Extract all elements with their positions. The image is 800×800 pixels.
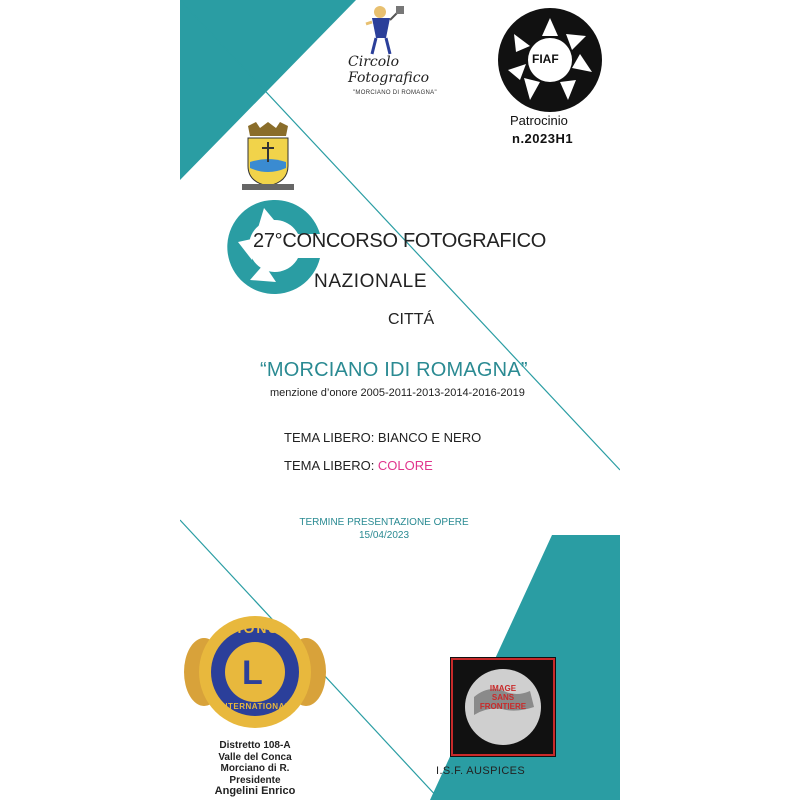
fiaf-number: n.2023H1 <box>512 131 574 146</box>
deadline-date: 15/04/2023 <box>358 530 410 541</box>
theme-color-accent: COLORE <box>377 458 433 473</box>
club-name: Circolo Fotografico <box>348 54 430 86</box>
lions-district-info: Distretto 108-A Valle del Conca Morciano di R. Presidente <box>218 740 292 786</box>
isf-auspices-label: I.S.F. AUSPICES <box>436 765 526 777</box>
title-line-2: NAZIONALE <box>314 271 428 292</box>
theme-black-white: TEMA LIBERO: BIANCO E NERO <box>284 430 482 445</box>
theme-color-prefix: TEMA LIBERO: <box>284 458 378 473</box>
city-name: “MORCIANO IDI ROMAGNA” <box>260 359 528 381</box>
isf-logo-text: IMAGE SANS FRONTIERE <box>479 684 527 711</box>
contest-poster <box>180 0 620 800</box>
honors-text: menzione d’onore 2005-2011-2013-2014-2016-2019 <box>270 387 525 399</box>
fiaf-logo-text: FIAF <box>532 52 559 66</box>
title-line-3: CITTÁ <box>388 311 435 328</box>
title-line-1: 27°CONCORSO FOTOGRAFICO <box>253 230 546 252</box>
lions-president-name: Angelini Enrico <box>214 785 296 797</box>
teal-triangle-bottom <box>552 535 620 800</box>
lions-logo-letter: L <box>242 654 263 692</box>
deadline-label: TERMINE PRESENTAZIONE OPERE <box>299 517 469 528</box>
coat-of-arms-icon <box>238 122 298 192</box>
lions-logo-bottom: INTERNATIONAL <box>219 702 291 711</box>
club-mascot-icon <box>362 4 406 58</box>
theme-color <box>284 458 433 473</box>
fiaf-patrocinio: Patrocinio <box>510 113 568 128</box>
club-city: "MORCIANO DI ROMAGNA" <box>353 90 437 96</box>
lions-logo-top: LIONS <box>227 620 280 636</box>
